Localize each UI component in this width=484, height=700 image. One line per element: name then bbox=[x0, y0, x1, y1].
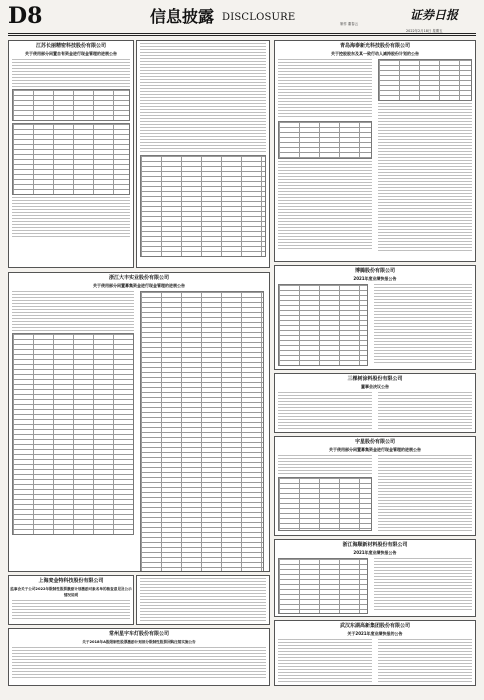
notice-panel-6 bbox=[274, 265, 476, 370]
notice-body bbox=[140, 43, 266, 153]
notice-panel-7 bbox=[274, 373, 476, 433]
notice-table bbox=[278, 477, 372, 531]
notice-title: 宇星股份有限公司 bbox=[354, 439, 395, 445]
notice-table bbox=[378, 59, 472, 101]
notice-table bbox=[12, 123, 130, 195]
notice-title: 青岛海泰新光科技股份有限公司 bbox=[339, 43, 410, 49]
header-rule bbox=[8, 33, 476, 34]
notice-table bbox=[278, 284, 368, 366]
notice-table bbox=[140, 291, 264, 572]
header-rule-thin bbox=[8, 35, 476, 36]
notice-subtitle: 2021年度业绩快报公告 bbox=[353, 550, 397, 555]
notice-body bbox=[378, 103, 472, 253]
notice-panel-8 bbox=[274, 436, 476, 536]
notice-body bbox=[140, 578, 266, 622]
notice-panel-1-cont bbox=[136, 40, 270, 268]
notice-title: 浙江大丰实业股份有限公司 bbox=[108, 275, 169, 281]
notice-body bbox=[278, 59, 372, 119]
notice-subtitle: 关于使用部分闲置募集资金进行现金管理的进展公告 bbox=[93, 283, 185, 288]
notice-panel-1 bbox=[8, 40, 134, 268]
notice-table bbox=[12, 89, 130, 121]
notice-title: 江苏长丽精密科技股份有限公司 bbox=[35, 43, 106, 49]
notice-panel-5 bbox=[274, 40, 476, 262]
notice-body bbox=[278, 455, 372, 475]
notice-subtitle: 关于使用部分闲置自有资金进行现金管理的进展公告 bbox=[25, 51, 117, 56]
notice-table bbox=[278, 121, 372, 159]
newspaper-logo: 证券日报 bbox=[410, 8, 459, 22]
page-number: D8 bbox=[8, 3, 43, 29]
notice-body bbox=[12, 600, 130, 620]
notice-title: 浙江海顺新材料股份有限公司 bbox=[342, 542, 408, 548]
notice-title: 三棵树涂料股份有限公司 bbox=[347, 376, 403, 382]
notice-subtitle: 关于2021年度业绩快报的公告 bbox=[347, 631, 403, 636]
notice-body bbox=[12, 647, 266, 679]
notice-subtitle: 监事会关于公司2022年限制性股票激励计划激励对象名单的核查意见及公示情况说明 bbox=[10, 587, 132, 597]
notice-title: 博腾股份有限公司 bbox=[354, 268, 395, 274]
notice-title: 上海麦金特科技股份有限公司 bbox=[38, 578, 104, 584]
notice-panel-2 bbox=[8, 272, 270, 572]
issue-date: 2022年2月18日 星期五 bbox=[406, 29, 443, 33]
section-subtitle: DISCLOSURE bbox=[222, 12, 296, 23]
notice-body bbox=[12, 291, 134, 331]
notice-panel-3-cont bbox=[136, 575, 270, 625]
notice-body bbox=[374, 558, 472, 612]
notice-body bbox=[278, 392, 372, 430]
notice-panel-3 bbox=[8, 575, 134, 625]
notice-body bbox=[278, 161, 372, 251]
notice-body bbox=[12, 59, 130, 87]
notice-subtitle: 关于2018年A股限制性股票激励计划部分限制性股票回购注销实施公告 bbox=[82, 640, 196, 644]
notice-body bbox=[12, 197, 130, 237]
notice-body bbox=[374, 284, 472, 364]
notice-table bbox=[12, 333, 134, 535]
notice-subtitle: 关于控股股东及其一致行动人减持股份计划的公告 bbox=[331, 51, 419, 56]
notice-title: 常州星宇车灯股份有限公司 bbox=[108, 631, 169, 637]
notice-subtitle: 2021年度业绩快报公告 bbox=[353, 276, 397, 281]
notice-body bbox=[378, 639, 472, 683]
section-title: 信息披露 bbox=[150, 7, 215, 26]
notice-subtitle: 关于使用部分闲置募集资金进行现金管理的进展公告 bbox=[329, 447, 421, 452]
notice-body bbox=[278, 639, 372, 683]
edition-info: 制作 董春云 bbox=[340, 22, 359, 26]
notice-title: 武汉东湖高新集团股份有限公司 bbox=[339, 623, 410, 629]
notice-table bbox=[278, 558, 368, 614]
notice-panel-10 bbox=[274, 620, 476, 686]
notice-panel-9 bbox=[274, 539, 476, 617]
notice-body bbox=[378, 392, 472, 430]
notice-body bbox=[378, 455, 472, 531]
notice-subtitle: 董事会决议公告 bbox=[361, 384, 389, 389]
notice-panel-4 bbox=[8, 628, 270, 686]
notice-table bbox=[140, 155, 266, 257]
